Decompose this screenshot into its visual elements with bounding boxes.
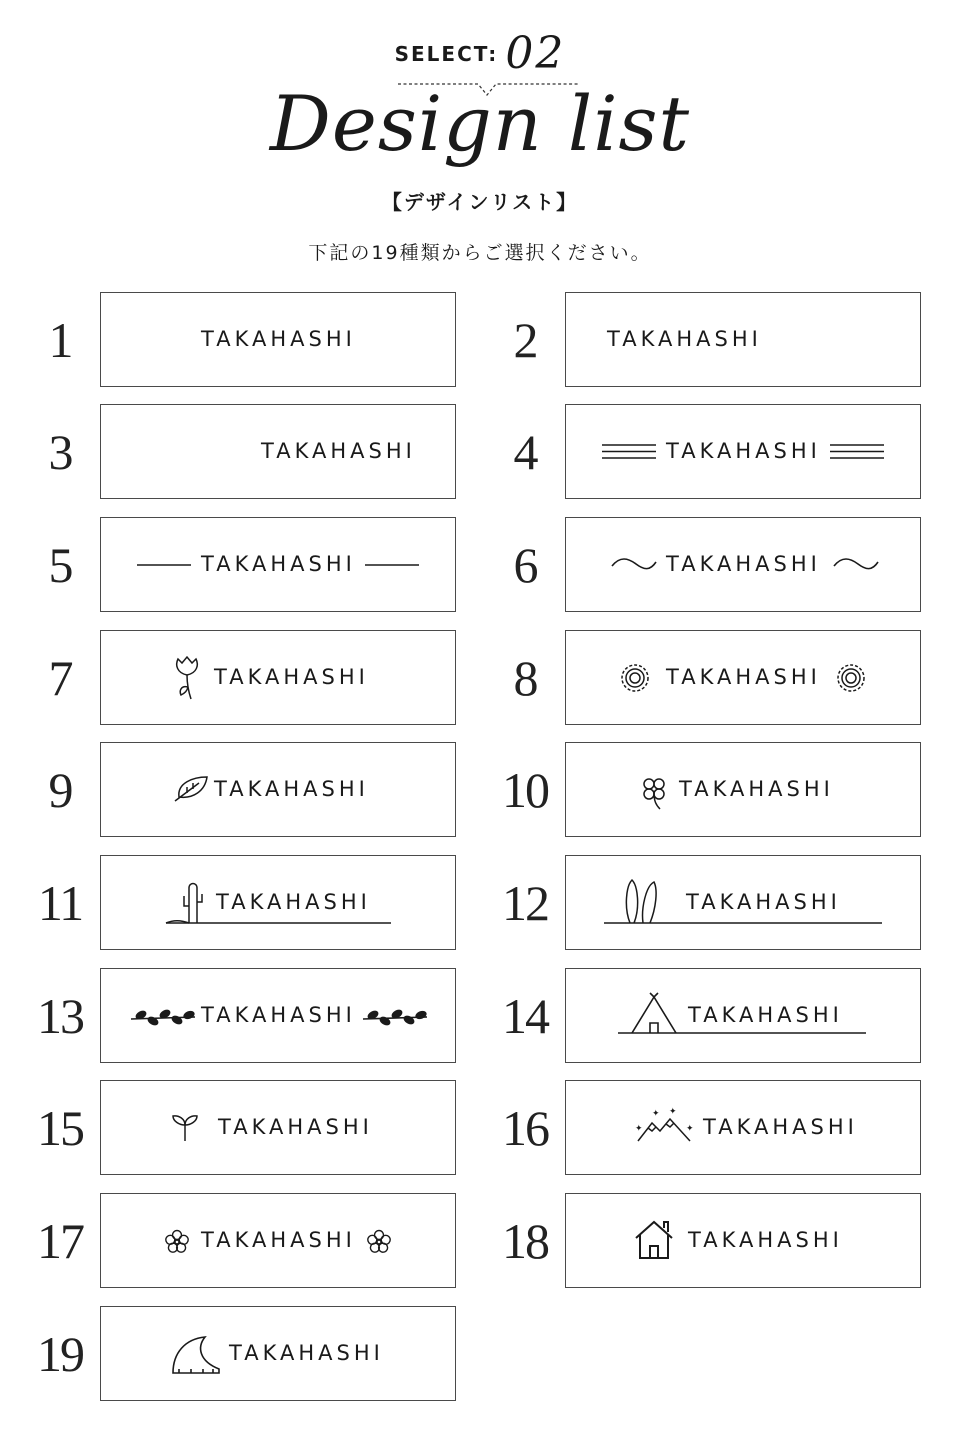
- design-preview: [565, 630, 921, 725]
- page-title: Design list: [269, 79, 691, 168]
- design-number: 8: [513, 650, 537, 706]
- design-option-16[interactable]: [465, 1080, 905, 1176]
- design-preview: [100, 404, 456, 499]
- design-option-17[interactable]: [0, 1193, 440, 1289]
- design-preview: [100, 742, 456, 837]
- design-name: TAKAHASHI: [214, 665, 369, 689]
- design-preview: [565, 404, 921, 499]
- design-option-15[interactable]: [0, 1080, 440, 1176]
- design-option-19[interactable]: [0, 1306, 440, 1402]
- design-option-14[interactable]: [465, 968, 905, 1064]
- design-preview: [565, 292, 921, 387]
- design-number: 14: [502, 988, 548, 1044]
- design-number: 6: [513, 537, 537, 593]
- design-option-13[interactable]: [0, 968, 440, 1064]
- design-name: TAKAHASHI: [703, 1115, 858, 1139]
- design-name: TAKAHASHI: [216, 890, 371, 914]
- design-name: TAKAHASHI: [218, 1115, 373, 1139]
- design-preview: [100, 1080, 456, 1175]
- design-name: TAKAHASHI: [229, 1341, 384, 1365]
- design-number: 7: [48, 650, 72, 706]
- page-subtitle: 【デザインリスト】: [381, 190, 579, 214]
- design-name: TAKAHASHI: [607, 327, 762, 351]
- design-name: TAKAHASHI: [688, 1003, 843, 1027]
- design-number: 13: [37, 988, 83, 1044]
- design-option-2[interactable]: [465, 292, 905, 388]
- design-preview: [100, 630, 456, 725]
- design-name: TAKAHASHI: [666, 439, 821, 463]
- design-preview: [565, 1193, 921, 1288]
- select-number: 02: [505, 28, 566, 79]
- svg-text:✦: ✦: [686, 1124, 694, 1134]
- design-preview: [565, 517, 921, 612]
- design-number: 1: [48, 312, 72, 368]
- design-preview: [100, 968, 456, 1063]
- design-number: 19: [37, 1326, 83, 1382]
- design-number: 17: [37, 1213, 83, 1269]
- design-preview: [565, 968, 921, 1063]
- design-name: TAKAHASHI: [679, 777, 834, 801]
- instruction-text: 下記の19種類からご選択ください。: [308, 242, 652, 264]
- design-number: 9: [48, 762, 72, 818]
- design-option-9[interactable]: [0, 742, 440, 838]
- design-name: TAKAHASHI: [666, 665, 821, 689]
- design-option-8[interactable]: [465, 630, 905, 726]
- design-option-6[interactable]: [465, 517, 905, 613]
- design-number: 4: [513, 424, 537, 480]
- design-preview: [100, 855, 456, 950]
- design-name: TAKAHASHI: [201, 1003, 356, 1027]
- design-number: 5: [48, 537, 72, 593]
- svg-text:✦: ✦: [669, 1107, 677, 1117]
- design-option-3[interactable]: [0, 404, 440, 500]
- design-number: 11: [37, 875, 83, 931]
- design-option-18[interactable]: [465, 1193, 905, 1289]
- svg-text:✦: ✦: [635, 1124, 643, 1134]
- design-number: 10: [502, 762, 548, 818]
- design-number: 16: [502, 1100, 548, 1156]
- design-name: TAKAHASHI: [666, 552, 821, 576]
- design-preview: [100, 292, 456, 387]
- design-preview: [100, 1306, 456, 1401]
- design-name: TAKAHASHI: [201, 1228, 356, 1252]
- design-preview: [100, 1193, 456, 1288]
- design-preview: [565, 855, 921, 950]
- design-number: 2: [513, 312, 537, 368]
- design-option-4[interactable]: [465, 404, 905, 500]
- design-option-5[interactable]: [0, 517, 440, 613]
- design-number: 3: [48, 424, 72, 480]
- design-name: TAKAHASHI: [261, 439, 416, 463]
- svg-text:✦: ✦: [652, 1109, 660, 1119]
- design-name: TAKAHASHI: [686, 890, 841, 914]
- design-option-12[interactable]: [465, 855, 905, 951]
- design-preview: [100, 517, 456, 612]
- design-number: 15: [37, 1100, 83, 1156]
- design-number: 12: [502, 875, 548, 931]
- design-name: TAKAHASHI: [688, 1228, 843, 1252]
- design-name: TAKAHASHI: [214, 777, 369, 801]
- design-option-1[interactable]: [0, 292, 440, 388]
- design-preview: [565, 742, 921, 837]
- design-name: TAKAHASHI: [201, 327, 356, 351]
- design-number: 18: [502, 1213, 548, 1269]
- design-preview: [565, 1080, 921, 1175]
- design-option-7[interactable]: [0, 630, 440, 726]
- design-option-11[interactable]: [0, 855, 440, 951]
- select-label: SELECT:: [394, 42, 499, 66]
- design-name: TAKAHASHI: [201, 552, 356, 576]
- design-option-10[interactable]: [465, 742, 905, 838]
